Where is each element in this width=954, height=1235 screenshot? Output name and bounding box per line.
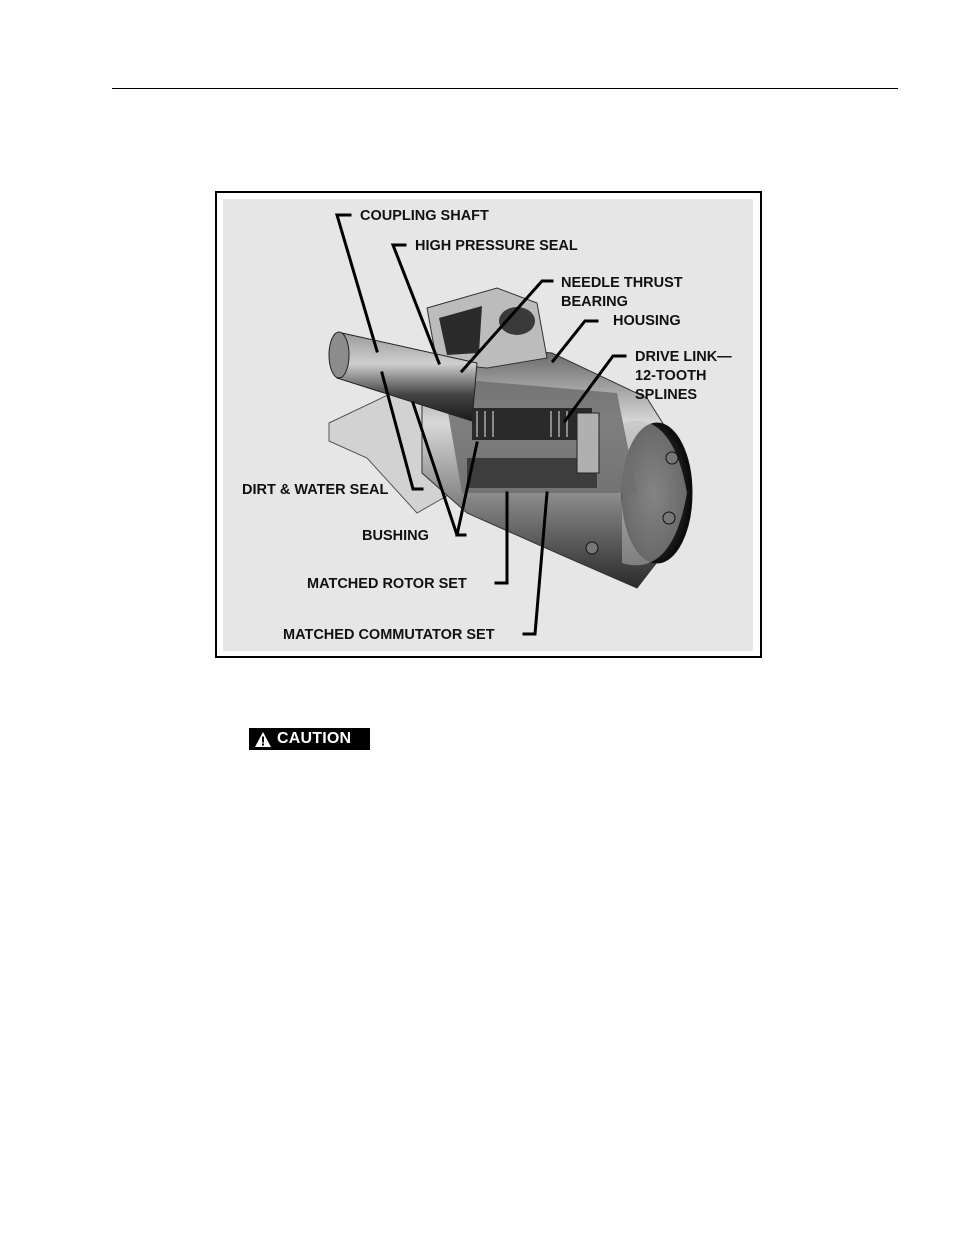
label-matched-commutator-set: MATCHED COMMUTATOR SET	[283, 627, 495, 643]
shaft-end	[329, 332, 349, 378]
label-drive-link-3: SPLINES	[635, 387, 698, 403]
cap-bolt	[586, 542, 598, 554]
cap-bolt	[663, 512, 675, 524]
label-coupling-shaft: COUPLING SHAFT	[360, 208, 489, 224]
commutator	[577, 413, 599, 473]
motor-cutaway-figure	[215, 191, 762, 658]
motor-cutaway-illustration	[217, 193, 760, 656]
label-dirt-water-seal: DIRT & WATER SEAL	[242, 482, 389, 498]
cap-bolt	[666, 452, 678, 464]
label-matched-rotor-set: MATCHED ROTOR SET	[307, 576, 467, 592]
label-needle-thrust-bearing-1: NEEDLE THRUST	[561, 275, 683, 291]
caution-banner	[249, 728, 370, 750]
header-rule	[112, 88, 898, 89]
label-drive-link-1: DRIVE LINK—	[635, 349, 732, 365]
label-needle-thrust-bearing-2: BEARING	[561, 294, 628, 310]
label-high-pressure-seal: HIGH PRESSURE SEAL	[415, 238, 578, 254]
caution-label: CAUTION	[277, 730, 352, 747]
label-drive-link-2: 12-TOOTH	[635, 368, 707, 384]
label-housing: HOUSING	[613, 313, 681, 329]
drive-link	[472, 408, 592, 440]
warning-triangle-icon	[254, 731, 272, 748]
label-bushing: BUSHING	[362, 528, 429, 544]
